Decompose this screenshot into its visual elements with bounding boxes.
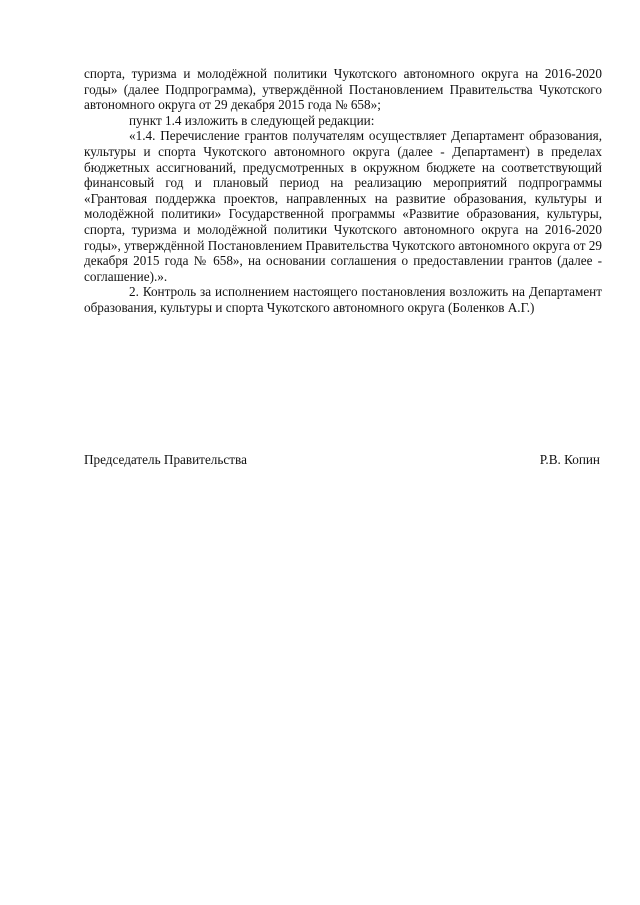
paragraph-point-2: 2. Контроль за исполнением настоящего постановления возложить на Департамент образования, культуры и спорта Чукотского автономного округа (Боленков А.Г.): [84, 284, 602, 315]
paragraph-continuation: спорта, туризма и молодёжной политики Чукотского автономного округа на 2016-2020 годы» (далее Подпрограмма), утверждённой Постановлением Правительства Чукотского автономного округа от 29 декабря 2015 года № 658»;: [84, 66, 602, 113]
signatory-position: Председатель Правительства: [84, 452, 247, 467]
paragraph-point-instruction: пункт 1.4 изложить в следующей редакции:: [129, 112, 375, 128]
paragraph-point-1-4: «1.4. Перечисление грантов получателям осуществляет Департамент образования, культуры и спорта Чукотского автономного округа (далее - Департамент) в пределах бюджетных ассигнований, предусмотренных в окружном бюджете на соответствующий финансовый год и плановый период на реализацию мероприятий подпрограммы «Грантовая поддержка проектов, направленных на развитие образования, культуры и молодёжной политики» Государственной программы «Развитие образования, культуры, спорта, туризма и молодёжной политики Чукотского автономного округа на 2016-2020 годы», утверждённой Постановлением Правительства Чукотского автономного округа от 29 декабря 2015 года № 658», на основании соглашения о предоставлении грантов (далее - соглашение).».: [84, 128, 602, 284]
signatory-name: Р.В. Копин: [539, 452, 600, 467]
document-body: [84, 66, 602, 316]
signature-block: [84, 452, 600, 468]
